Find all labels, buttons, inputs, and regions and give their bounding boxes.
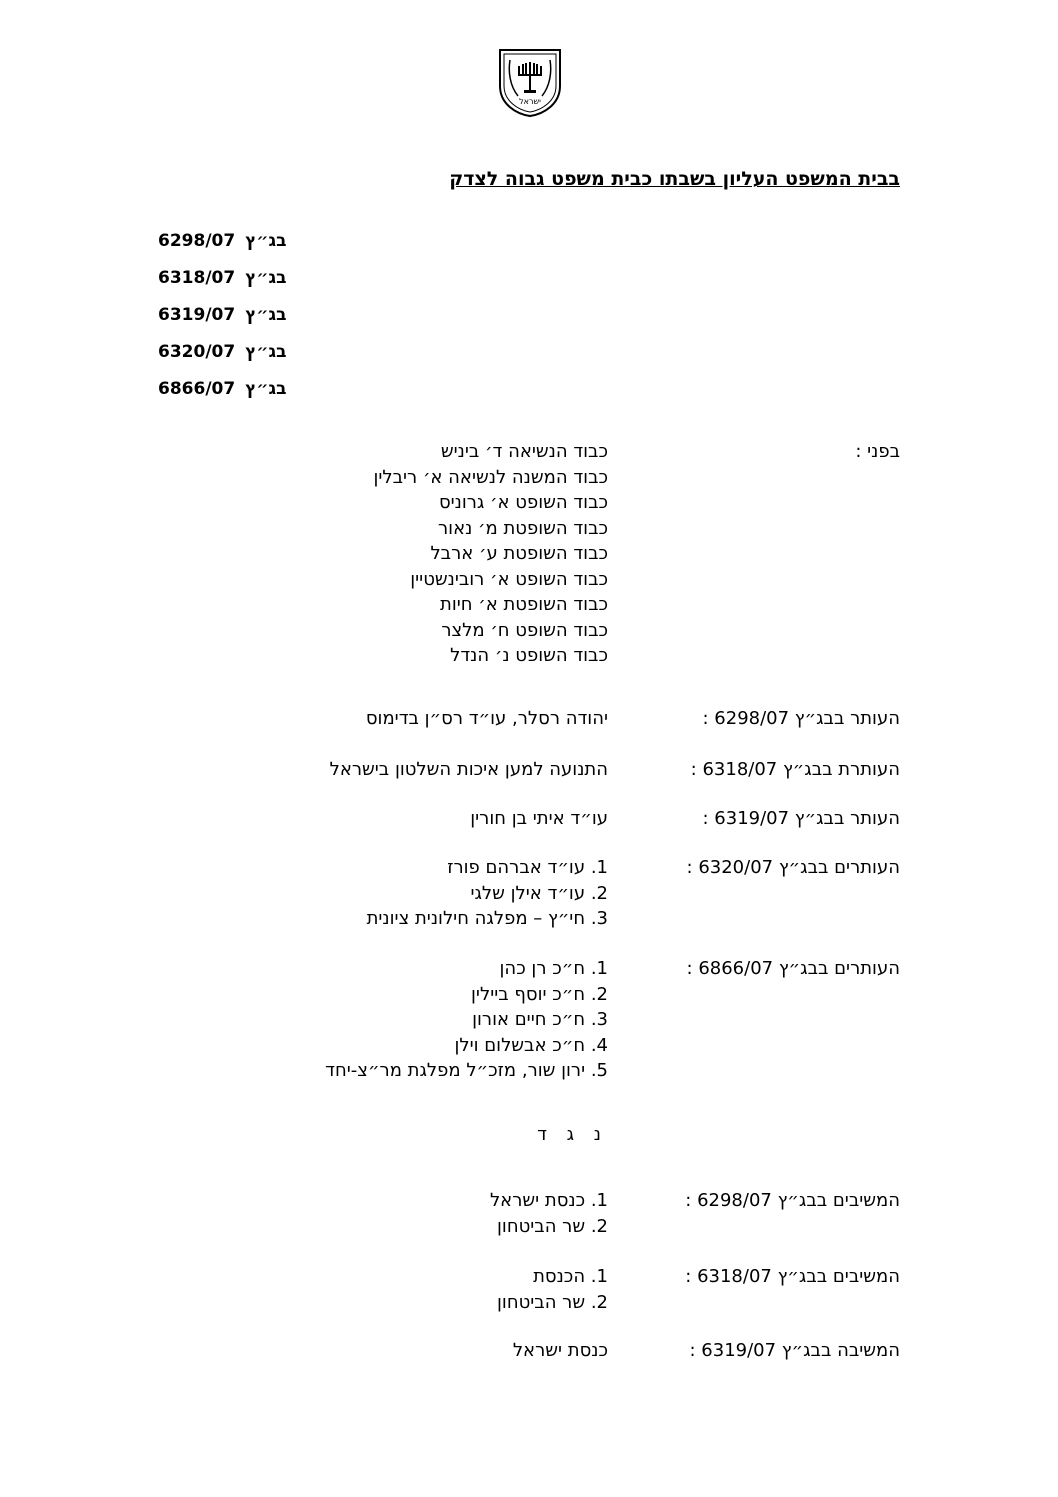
party-name: 1. הכנסת [533,1266,608,1287]
court-title: בבית המשפט העליון בשבתו כבית משפט גבוה לצדק [449,168,900,190]
party-name: עו״ד איתי בן חורין [470,808,608,829]
judges-list [373,439,608,669]
judge-name: כבוד השופטת ע׳ ארבל [430,543,608,564]
panel-label: בפני : [855,441,900,462]
case-number-list [158,230,328,415]
party-name: 2. עו״ד אילן שלגי [470,882,608,904]
judge-name: כבוד הנשיאה ד׳ ביניש [440,441,608,462]
party-name: 1. ח״כ רן כהן [499,958,608,979]
party-label: העותרת בבג״ץ 6318/07 : [690,759,900,780]
judge-name: כבוד המשנה לנשיאה א׳ ריבלין [373,466,608,488]
judge-name: כבוד השופט ח׳ מלצר [441,619,608,641]
party-label: העותרים בבג״ץ 6320/07 : [686,857,900,878]
case-number-row: בג״ץ6319/07 [158,305,287,325]
judge-name: כבוד השופט נ׳ הנדל [450,645,608,666]
party-label: המשיבה בבג״ץ 6319/07 : [689,1340,900,1361]
judge-name: כבוד השופטת מ׳ נאור [438,517,608,539]
party-name: יהודה רסלר, עו״ד רס״ן בדימוס [365,708,608,729]
party-label: המשיבים בבג״ץ 6318/07 : [685,1266,900,1287]
judge-name: כבוד השופטת א׳ חיות [439,594,608,615]
party-label: העותרים בבג״ץ 6866/07 : [686,958,900,979]
case-number-row: בג״ץ6866/07 [158,379,287,399]
case-number-row: בג״ץ6318/07 [158,268,287,288]
party-name: 2. ח״כ יוסף ביילין [471,983,608,1005]
state-of-israel-emblem-icon [494,46,566,118]
party-name: 5. ירון שור, מזכ״ל מפלגת מר״צ-יחד [325,1060,608,1081]
party-name: 4. ח״כ אבשלום וילן [454,1034,608,1056]
party-label: המשיבים בבג״ץ 6298/07 : [685,1190,900,1211]
party-name: 2. שר הביטחון [497,1291,608,1313]
case-number-row: בג״ץ6320/07 [158,342,287,362]
party-name: 2. שר הביטחון [497,1215,608,1237]
judge-name: כבוד השופט א׳ גרוניס [438,492,608,513]
party-name: 3. חי״ץ – מפלגה חילונית ציונית [366,908,608,929]
party-name: 1. כנסת ישראל [489,1190,608,1211]
party-name: התנועה למען איכות השלטון בישראל [329,759,608,780]
emblem-caption: ישראל [519,97,541,106]
party-name: 3. ח״כ חיים אורון [472,1009,608,1030]
party-name: כנסת ישראל [512,1340,608,1361]
judge-name: כבוד השופט א׳ רובינשטיין [410,568,608,590]
case-number-row: בג״ץ6298/07 [158,231,287,251]
party-name: 1. עו״ד אברהם פורז [447,857,608,878]
versus-label: נ ג ד [537,1124,608,1145]
party-label: העותר בבג״ץ 6298/07 : [702,708,900,729]
party-label: העותר בבג״ץ 6319/07 : [702,808,900,829]
